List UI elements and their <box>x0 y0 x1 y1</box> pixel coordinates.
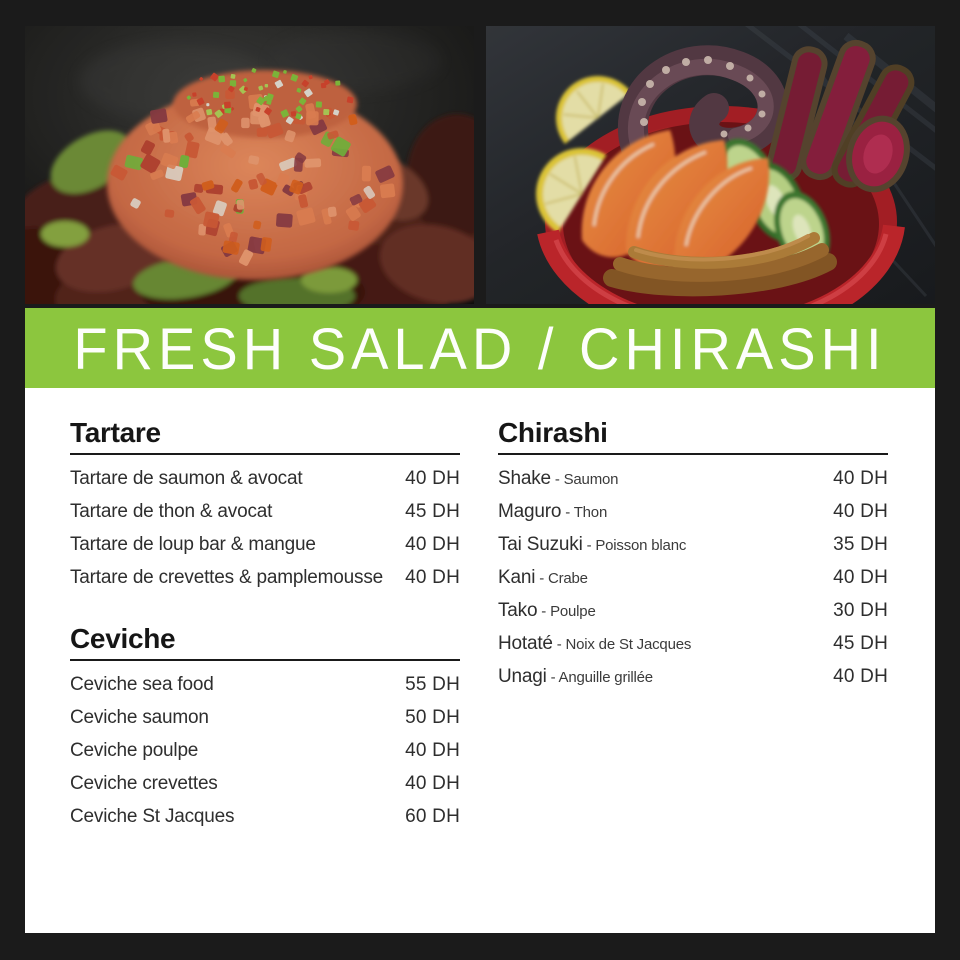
item-price: 60 DH <box>405 805 460 827</box>
item-sub: - Saumon <box>550 470 619 488</box>
item-label <box>70 773 405 795</box>
banner-title: FRESH SALAD / CHIRASHI <box>73 315 887 381</box>
menu-item-row <box>498 594 888 627</box>
item-label <box>70 806 405 828</box>
item-name: Tai Suzuki <box>498 533 583 555</box>
menu-column-left <box>70 388 460 833</box>
item-price: 40 DH <box>405 772 460 794</box>
item-label <box>70 534 405 556</box>
section-underline <box>70 659 460 661</box>
section-title: Tartare <box>70 417 161 448</box>
item-price: 30 DH <box>833 599 888 621</box>
item-name: Shake <box>498 467 551 489</box>
item-sub: - Crabe <box>535 569 588 587</box>
item-label <box>498 534 833 556</box>
item-name: Ceviche saumon <box>70 706 209 728</box>
section-rows <box>70 462 460 594</box>
menu-item-row <box>70 495 460 528</box>
item-price: 40 DH <box>833 566 888 588</box>
menu-section <box>498 417 888 693</box>
item-name: Maguro <box>498 500 562 522</box>
item-price: 40 DH <box>405 739 460 761</box>
section-title: Ceviche <box>70 623 176 654</box>
item-label <box>498 567 833 589</box>
item-name: Tartare de loup bar & mangue <box>70 533 316 555</box>
menu-item-row <box>70 800 460 833</box>
item-name: Tako <box>498 599 538 621</box>
item-label <box>498 468 833 490</box>
section-underline <box>70 453 460 455</box>
menu-item-row <box>498 660 888 693</box>
item-price: 40 DH <box>405 566 460 588</box>
item-price: 55 DH <box>405 673 460 695</box>
item-label <box>498 666 833 688</box>
item-name: Tartare de saumon & avocat <box>70 467 303 489</box>
item-price: 35 DH <box>833 533 888 555</box>
section-rows <box>498 462 888 693</box>
item-sub: - Anguille grillée <box>546 668 653 686</box>
menu-item-row <box>70 561 460 594</box>
menu-item-row <box>70 734 460 767</box>
menu-section <box>70 623 460 833</box>
item-name: Unagi <box>498 665 547 687</box>
menu-item-row <box>70 462 460 495</box>
item-name: Ceviche poulpe <box>70 739 199 761</box>
menu-item-row <box>498 528 888 561</box>
chirashi-bowl-photo <box>486 26 935 304</box>
section-title: Chirashi <box>498 417 608 448</box>
section-rows <box>70 668 460 833</box>
item-label <box>70 501 405 523</box>
menu-item-row <box>498 627 888 660</box>
item-name: Tartare de crevettes & pamplemousse <box>70 566 383 588</box>
item-name: Kani <box>498 566 536 588</box>
item-label <box>70 567 405 589</box>
menu-item-row <box>70 767 460 800</box>
item-sub: - Noix de St Jacques <box>552 635 692 653</box>
section-underline <box>498 453 888 455</box>
item-label <box>498 501 833 523</box>
item-label <box>70 674 405 696</box>
menu-item-row <box>498 561 888 594</box>
menu-card <box>25 26 935 933</box>
menu-column-right <box>498 388 888 693</box>
item-label <box>70 468 405 490</box>
item-sub: - Poisson blanc <box>582 536 687 554</box>
menu-item-row <box>498 462 888 495</box>
item-price: 45 DH <box>833 632 888 654</box>
item-sub: - Thon <box>561 503 608 521</box>
menu-item-row <box>498 495 888 528</box>
photo-strip <box>25 26 935 304</box>
item-price: 40 DH <box>405 533 460 555</box>
item-sub: - Poulpe <box>537 602 596 620</box>
menu-item-row <box>70 528 460 561</box>
item-price: 45 DH <box>405 500 460 522</box>
item-name: Ceviche St Jacques <box>70 805 235 827</box>
salad-illustration <box>25 26 474 304</box>
menu-panel <box>25 388 935 933</box>
menu-item-row <box>70 668 460 701</box>
menu-banner <box>25 308 935 388</box>
item-label <box>70 707 405 729</box>
chirashi-illustration <box>486 26 935 304</box>
item-price: 40 DH <box>833 500 888 522</box>
item-price: 50 DH <box>405 706 460 728</box>
item-price: 40 DH <box>405 467 460 489</box>
item-label <box>498 600 833 622</box>
item-name: Tartare de thon & avocat <box>70 500 273 522</box>
salmon-tartare-salad-photo <box>25 26 474 304</box>
item-price: 40 DH <box>833 467 888 489</box>
item-name: Ceviche sea food <box>70 673 214 695</box>
item-name: Ceviche crevettes <box>70 772 218 794</box>
menu-item-row <box>70 701 460 734</box>
item-label <box>498 633 833 655</box>
item-label <box>70 740 405 762</box>
item-price: 40 DH <box>833 665 888 687</box>
item-name: Hotaté <box>498 632 553 654</box>
menu-section <box>70 417 460 594</box>
